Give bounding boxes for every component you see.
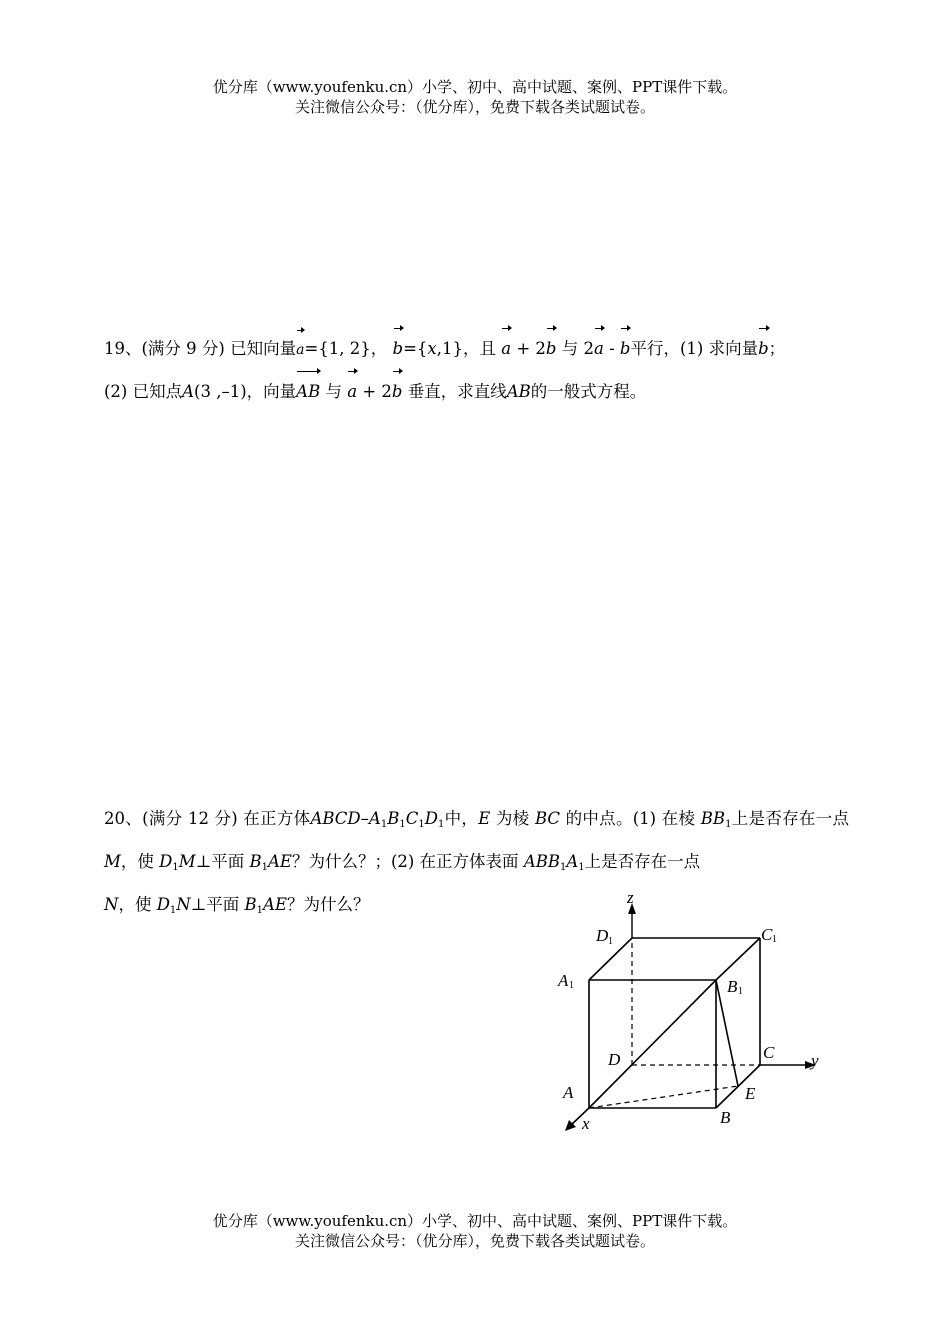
q19-point-a-coords: (3 ,–1)，向量 <box>194 382 297 401</box>
q19-with: 与 <box>561 339 579 358</box>
q19-minus: - <box>609 339 615 358</box>
cube-diagram <box>548 886 848 1136</box>
q20-why-1: ？为什么？；(2) 在正方体表面 <box>291 852 519 871</box>
label-c1-sub: 1 <box>772 934 777 945</box>
vector-b-ask: b <box>758 328 769 369</box>
q20-cube-d: D <box>424 809 438 828</box>
sub-1: 1 <box>172 862 179 873</box>
q19-point-a: A <box>182 382 195 401</box>
q20-cube-part1: ABCD–A <box>310 809 381 828</box>
q20-e-text: 为棱 <box>495 809 530 828</box>
label-a1: A <box>558 971 569 990</box>
q20-cube-c: C <box>405 809 419 828</box>
q20-m-2: M <box>178 852 196 871</box>
footer-line-1: 优分库（www.youfenku.cn）小学、初中、高中试题、案例、PPT课件下载。 <box>212 1212 738 1230</box>
vector-b-diff: b <box>620 328 631 369</box>
q20-bc-text: 的中点。(1) 在棱 <box>565 809 696 828</box>
q20-bb: BB <box>700 809 726 828</box>
sub-1: 1 <box>399 819 406 830</box>
page-header <box>0 77 950 117</box>
label-y: y <box>811 1051 819 1070</box>
q20-why-2: ？为什么？ <box>287 895 370 914</box>
segment-a-b1 <box>589 980 716 1108</box>
q20-d-2: D <box>156 895 170 914</box>
q19-b-x: x <box>427 339 437 358</box>
sub-1: 1 <box>578 862 585 873</box>
edge-c1-b1 <box>716 938 760 980</box>
sub-1: 1 <box>725 819 732 830</box>
header-line-2: 关注微信公众号：（优分库），免费下载各类试题试卷。 <box>294 98 655 116</box>
q20-d: D <box>159 852 173 871</box>
vector-AB: AB <box>296 371 320 412</box>
vector-a: a <box>296 330 304 371</box>
q20-m-text: ，使 <box>120 852 154 871</box>
q20-prefix: 20、(满分 12 分) 在正方体 <box>104 809 311 828</box>
label-x: x <box>582 1114 590 1133</box>
label-a1-sub: 1 <box>569 980 574 991</box>
sub-1: 1 <box>169 905 177 916</box>
footer-line-2: 关注微信公众号：（优分库），免费下载各类试题试卷。 <box>294 1232 655 1250</box>
q19-line-ab: AB <box>506 382 531 401</box>
label-c1: C <box>761 925 773 944</box>
q19-parallel-text: 平行，(1) 求向量 <box>630 339 759 358</box>
cube-figure <box>548 886 848 1136</box>
sub-1: 1 <box>256 905 264 916</box>
q20-surface-text: 上是否存在一点 <box>584 852 701 871</box>
q20-cube-b: B <box>387 809 400 828</box>
q19-part2-prefix: (2) 已知点 <box>104 382 183 401</box>
question-19 <box>104 328 849 412</box>
q20-ae: AE <box>267 852 292 871</box>
q19-semicolon: ； <box>768 339 786 358</box>
q19-plus-2: + 2 <box>516 339 546 358</box>
q19-perp-text: 垂直，求直线 <box>407 382 507 401</box>
q19-end-text: 的一般式方程。 <box>530 382 647 401</box>
vector-2a: a <box>594 328 604 369</box>
label-d: D <box>608 1050 621 1069</box>
q19-b-value-close: ,1}，且 <box>436 339 496 358</box>
q19-prefix: 19、(满分 9 分) 已知向量 <box>104 339 297 358</box>
q20-bb-text: 上是否存在一点 <box>731 809 850 828</box>
header-line-1: 优分库（www.youfenku.cn）小学、初中、高中试题、案例、PPT课件下载。 <box>212 78 738 96</box>
sub-1: 1 <box>261 862 268 873</box>
page-footer <box>0 1211 950 1251</box>
vector-a-sum-2: a <box>347 371 357 412</box>
q20-perp: ⊥平面 <box>195 852 245 871</box>
q19-two: 2 <box>583 339 594 358</box>
label-d1-sub: 1 <box>608 936 613 947</box>
q20-e: E <box>478 809 491 828</box>
q20-ae-2: AE <box>263 895 287 914</box>
q20-n-text: ，使 <box>118 895 152 914</box>
q20-b-2: B <box>244 895 257 914</box>
q20-mid-text: 中， <box>444 809 479 828</box>
vector-b-sum: b <box>546 328 557 369</box>
label-b1: B <box>727 977 738 996</box>
label-z: z <box>627 888 634 907</box>
label-b: B <box>720 1108 731 1127</box>
label-a: A <box>563 1083 574 1102</box>
label-e: E <box>745 1084 756 1103</box>
sub-1: 1 <box>380 819 388 830</box>
label-b1-sub: 1 <box>738 986 743 997</box>
vector-b-sum-2: b <box>392 371 403 412</box>
sub-1: 1 <box>559 862 567 873</box>
q19-with-2: 与 <box>325 382 342 401</box>
q20-n-2: N <box>176 895 191 914</box>
label-d1: D <box>596 926 609 945</box>
vector-a-sum: a <box>501 328 511 369</box>
label-c: C <box>763 1043 775 1062</box>
q20-n: N <box>104 895 119 914</box>
sub-1: 1 <box>437 819 445 830</box>
sub-1: 1 <box>418 819 425 830</box>
q20-perp-2: ⊥平面 <box>190 895 240 914</box>
q19-plus-2-b: + 2 <box>362 382 392 401</box>
q20-bc: BC <box>534 809 561 828</box>
vector-b: b <box>393 328 404 369</box>
q20-abb: ABB <box>523 852 560 871</box>
q20-a: A <box>566 852 579 871</box>
q19-a-value: ={1, 2}， <box>304 339 388 358</box>
q20-m: M <box>104 852 121 871</box>
q19-b-value-open: ={ <box>403 339 428 358</box>
q20-b: B <box>249 852 262 871</box>
